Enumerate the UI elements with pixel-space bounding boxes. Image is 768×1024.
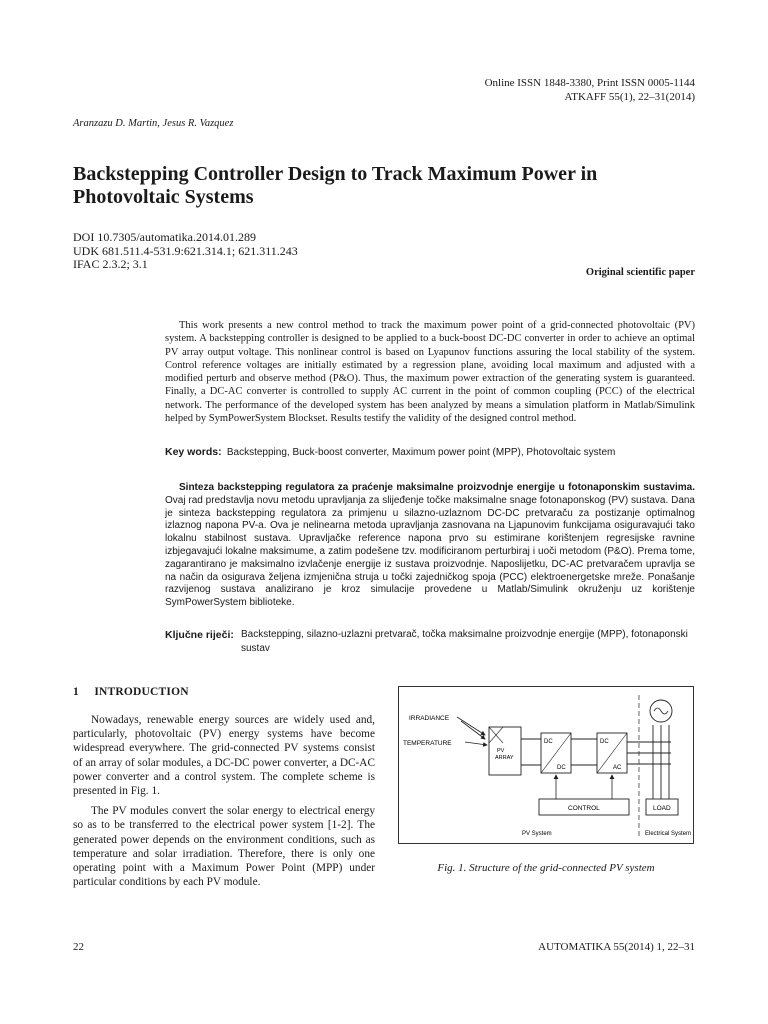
dc-ac-label-out: AC	[613, 765, 622, 771]
hr-abstract-title: Sinteza backstepping regulatora za praćenje maksimalne proizvodnje energije u fotonaponskim sustavima.	[179, 482, 695, 493]
hr-keywords-label: Ključne riječi:	[165, 629, 234, 641]
dc-dc-label-out: DC	[557, 765, 566, 771]
electrical-system-label: Electrical System	[645, 831, 692, 837]
keywords-value: Backstepping, Buck-boost converter, Maximum power point (MPP), Photovoltaic system	[226, 447, 616, 458]
paper-title: Backstepping Controller Design to Track Maximum Power in Photovoltaic Systems	[73, 163, 598, 208]
body-paragraph-2: The PV modules convert the solar energy to electrical energy so as to be transferred to the electrical power system [1-2]. The generated power depends on the environment conditions, such as temperature and solar irradiation. Therefore, there is only one operating point with a Maximum Power Point (MPP) under particular conditions by each PV module.	[73, 805, 375, 889]
page-number: 22	[73, 941, 84, 953]
paper-type: Original scientific paper	[585, 267, 695, 278]
irradiance-label: IRRADIANCE	[409, 715, 450, 722]
temperature-label: TEMPERATURE	[403, 740, 452, 747]
header-issn: Online ISSN 1848-3380, Print ISSN 0005-1144	[484, 77, 695, 89]
section-title: INTRODUCTION	[94, 686, 189, 698]
control-label: CONTROL	[568, 805, 600, 812]
keywords-label: Key words:	[165, 446, 222, 458]
pv-array-label: ARRAY	[495, 755, 514, 761]
body-text	[73, 713, 375, 895]
section-number: 1	[73, 686, 79, 698]
pv-system-diagram	[399, 687, 693, 843]
header-journal-ref: ATKAFF 55(1), 22–31(2014)	[564, 91, 695, 103]
load-label: LOAD	[653, 805, 671, 812]
abstract	[165, 319, 695, 425]
dc-ac-label-in: DC	[600, 739, 609, 745]
section-heading	[73, 686, 189, 698]
pv-array-label: PV	[497, 748, 505, 754]
hr-keywords	[165, 628, 695, 656]
identifiers	[73, 231, 298, 272]
body-paragraph-1: Nowadays, renewable energy sources are widely used and, particularly, photovoltaic (PV) energy systems have become widespread everywhere. The grid-connected PV systems consist of an array of solar modules, a DC-DC power converter, a DC-AC power converter and a control system. The complete scheme is presented in Fig. 1.	[73, 714, 375, 798]
ifac: IFAC 2.3.2; 3.1	[73, 257, 148, 271]
figure-caption: Fig. 1. Structure of the grid-connected PV system	[437, 862, 655, 874]
authors: Aranzazu D. Martin, Jesus R. Vazquez	[73, 118, 234, 129]
hr-keywords-value: Backstepping, silazno-uzlazni pretvarač, točka maksimalne proizvodnje energije (MPP), fotonaponski sustav	[241, 629, 688, 654]
irradiance-arrow	[461, 721, 485, 739]
doi: DOI 10.7305/automatika.2014.01.289	[73, 230, 256, 244]
temperature-arrow	[465, 742, 487, 745]
hr-abstract-text: Ovaj rad predstavlja novu metodu upravljanja za slijeđenje točke maksimalne snage fotonaponskog (PV) sustava. Dana je sinteza backstepping regulatora za primjenu u silazno-uzlaznom DC-DC pretvaraču za postizanje optimalnog izlaznog napona PV-a. Ova je nelinearna metoda upravljanja zasnovana na Ljapunovim funkcijama osiguravajući tako lokalnu stabilnost sustava. Upravljačke reference napona prvo su estimirane korištenjem regresijske ravnine izbjegavajući lokalne maksimume, a zatim podešene tzv. modificiranom perturbiraj i uoči metodom (P&O). Prema tome, zagarantirano je maksimalno izvlačenje energije iz sustava proizvodnje. Naposlijetku, DC-AC pretvaračem upravlja se na način da osigurava željena izmjenična struja u točki zajedničkog spoja (PCC) elektroenergetske mreže. Ponašanje razvijenog sustava analizirano je kroz simulacije provedene u Matlab/Simulink okruženju uz korištenje SymPowerSystem biblioteke.	[165, 494, 695, 609]
udk: UDK 681.511.4-531.9:621.314.1; 621.311.243	[73, 243, 298, 258]
keywords	[165, 446, 695, 459]
figure-1	[398, 686, 694, 844]
abstract-text: This work presents a new control method to track the maximum power point of a grid-connected photovoltaic (PV) system. A backstepping controller is designed to be applied to a buck-boost DC-DC converter in order to achieve an optimal PV array output voltage. This nonlinear control is based on Lyapunov functions assuring the local stability of the system. Control reference voltages are initially estimated by a regression plane, avoiding local maximum and adjusted with a modified perturb and observe method (P&O). Thus, the maximum power extraction of the generating system is guaranteed. Finally, a DC-AC converter is controlled to supply AC current in the point of common coupling (PCC) of the electrical network. The performance of the developed system has been analyzed by means a simulation platform in Matlab/Simulink helped by SymPowerSystem Blockset. Results testify the validity of the designed control method.	[165, 320, 695, 425]
dc-dc-label-in: DC	[544, 739, 553, 745]
pv-array-box	[489, 727, 521, 775]
irradiance-arrow	[457, 717, 485, 735]
hr-abstract	[165, 482, 695, 610]
footer-journal: AUTOMATIKA 55(2014) 1, 22–31	[538, 941, 695, 953]
pv-system-label: PV System	[522, 831, 552, 837]
